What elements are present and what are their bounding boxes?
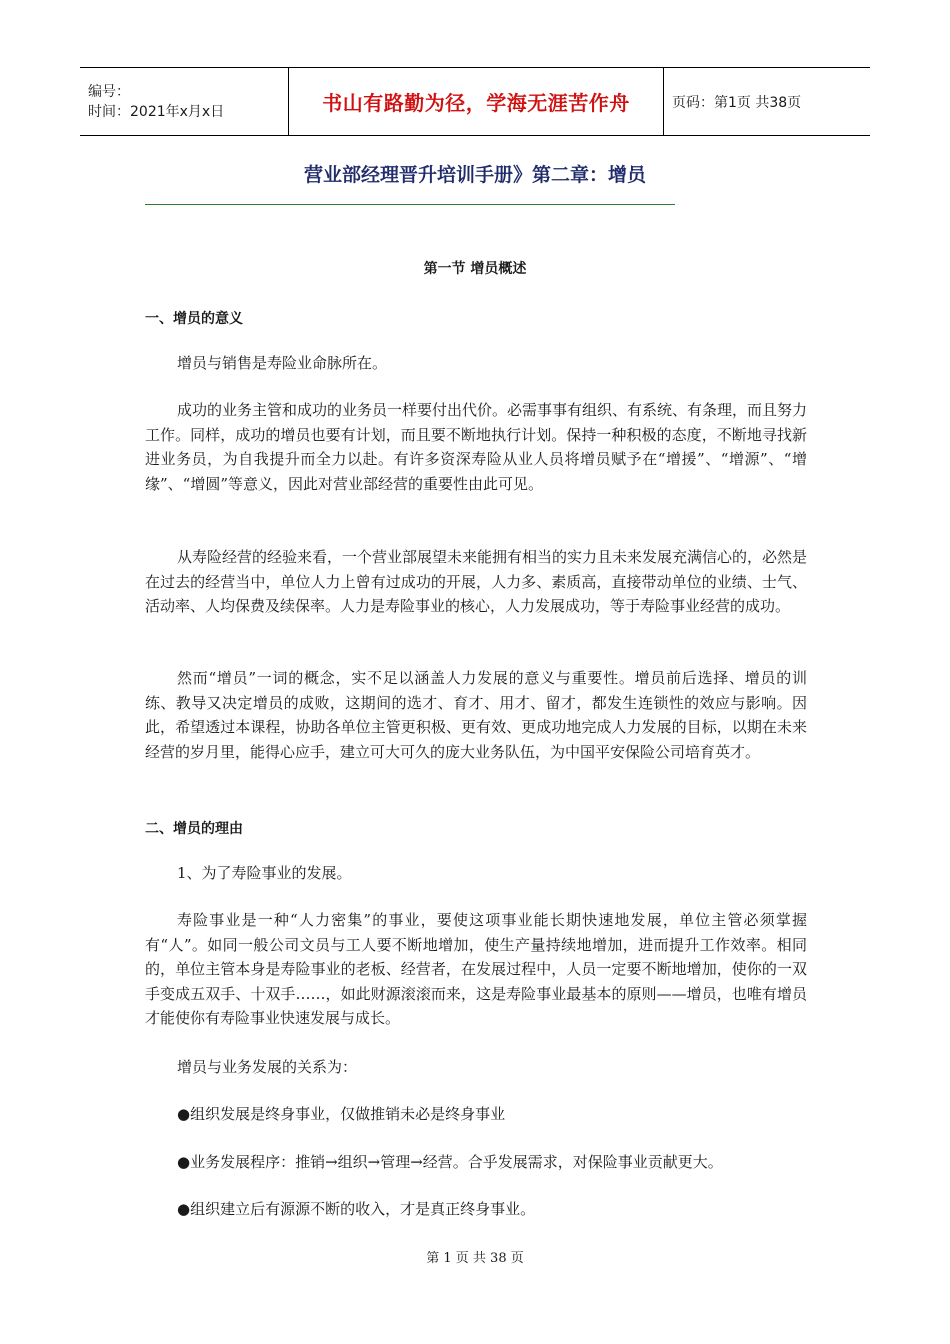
paragraph-5: 寿险事业是一种“人力密集”的事业，要使这项事业能长期快速地发展，单位主管必须掌握有“人”。如同一般公司文员与工人要不断地增加，使生产量持续地增加，进而提升工作效率。相同的，单位主管本身是寿险事业的老板、经营者，在发展过程中，人员一定要不断地增加，使你的一双手变成五双手、十双手……，如此财源滚滚而来，这是寿险事业最基本的原则——增员，也唯有增员才能使你有寿险事业快速发展与成长。 [145,911,807,1027]
document-time-label: 时间：2021年x月x日 [88,103,225,120]
paragraph-4: 然而“增员”一词的概念，实不足以涵盖人力发展的意义与重要性。增员前后选择、增员的训练、教导又决定增员的成败，这期间的选才、育才、用才、留才，都发生连锁性的效应与影响。因此，希望透过本课程，协助各单位主管更积极、更有效、更成功地完成人力发展的目标，以期在未来经营的岁月里，能得心应手，建立可大可久的庞大业务队伍，为中国平安保险公司培育英才。 [145,669,807,761]
bullet-item: ●组织建立后有源源不断的收入，才是真正终身事业。 [177,1200,536,1218]
bullet-item: ●业务发展程序：推销→组织→管理→经营。合乎发展需求，对保险事业贡献更大。 [177,1153,723,1171]
heading-reasons: 二、增员的理由 [145,821,243,837]
header-page-info: 页码：第1页 共38页 [664,68,871,136]
paragraph-1: 增员与销售是寿险业命脉所在。 [177,354,388,372]
heading-significance: 一、增员的意义 [145,311,243,327]
bullet-item: ●组织发展是终身事业，仅做推销未必是终身事业 [177,1105,506,1123]
header-table [80,67,870,136]
paragraph-2: 成功的业务主管和成功的业务员一样要付出代价。必需事事有组织、有系统、有条理，而且努力工作。同样，成功的增员也要有计划，而且要不断地执行计划。保持一种积极的态度，不断地寻找新进业务员，为自我提升而全力以赴。有许多资深寿险从业人员将增员赋予在“增援”、“增源”、“增缘”、“增圆”等意义，因此对营业部经营的重要性由此可见。 [145,401,808,493]
paragraph-6: 增员与业务发展的关系为： [177,1058,358,1076]
document-title: 营业部经理晋升培训手册》第二章：增员 [303,164,646,186]
header-meta-cell [80,68,289,136]
reason-item-1: 1、为了寿险事业的发展。 [177,864,352,882]
paragraph-3: 从寿险经营的经验来看，一个营业部展望未来能拥有相当的实力且未来发展充满信心的，必然是在过去的经营当中，单位人力上曾有过成功的开展，人力多、素质高，直接带动单位的业绩、士气、活动率、人均保费及续保率。人力是寿险事业的核心，人力发展成功，等于寿险事业经营的成功。 [145,548,808,615]
document-number-label: 编号： [88,83,130,100]
section-title: 第一节 增员概述 [423,261,527,277]
header-motto: 书山有路勤为径，学海无涯苦作舟 [289,68,664,136]
title-divider [145,204,675,205]
page-footer: 第 1 页 共 38 页 [426,1251,524,1266]
